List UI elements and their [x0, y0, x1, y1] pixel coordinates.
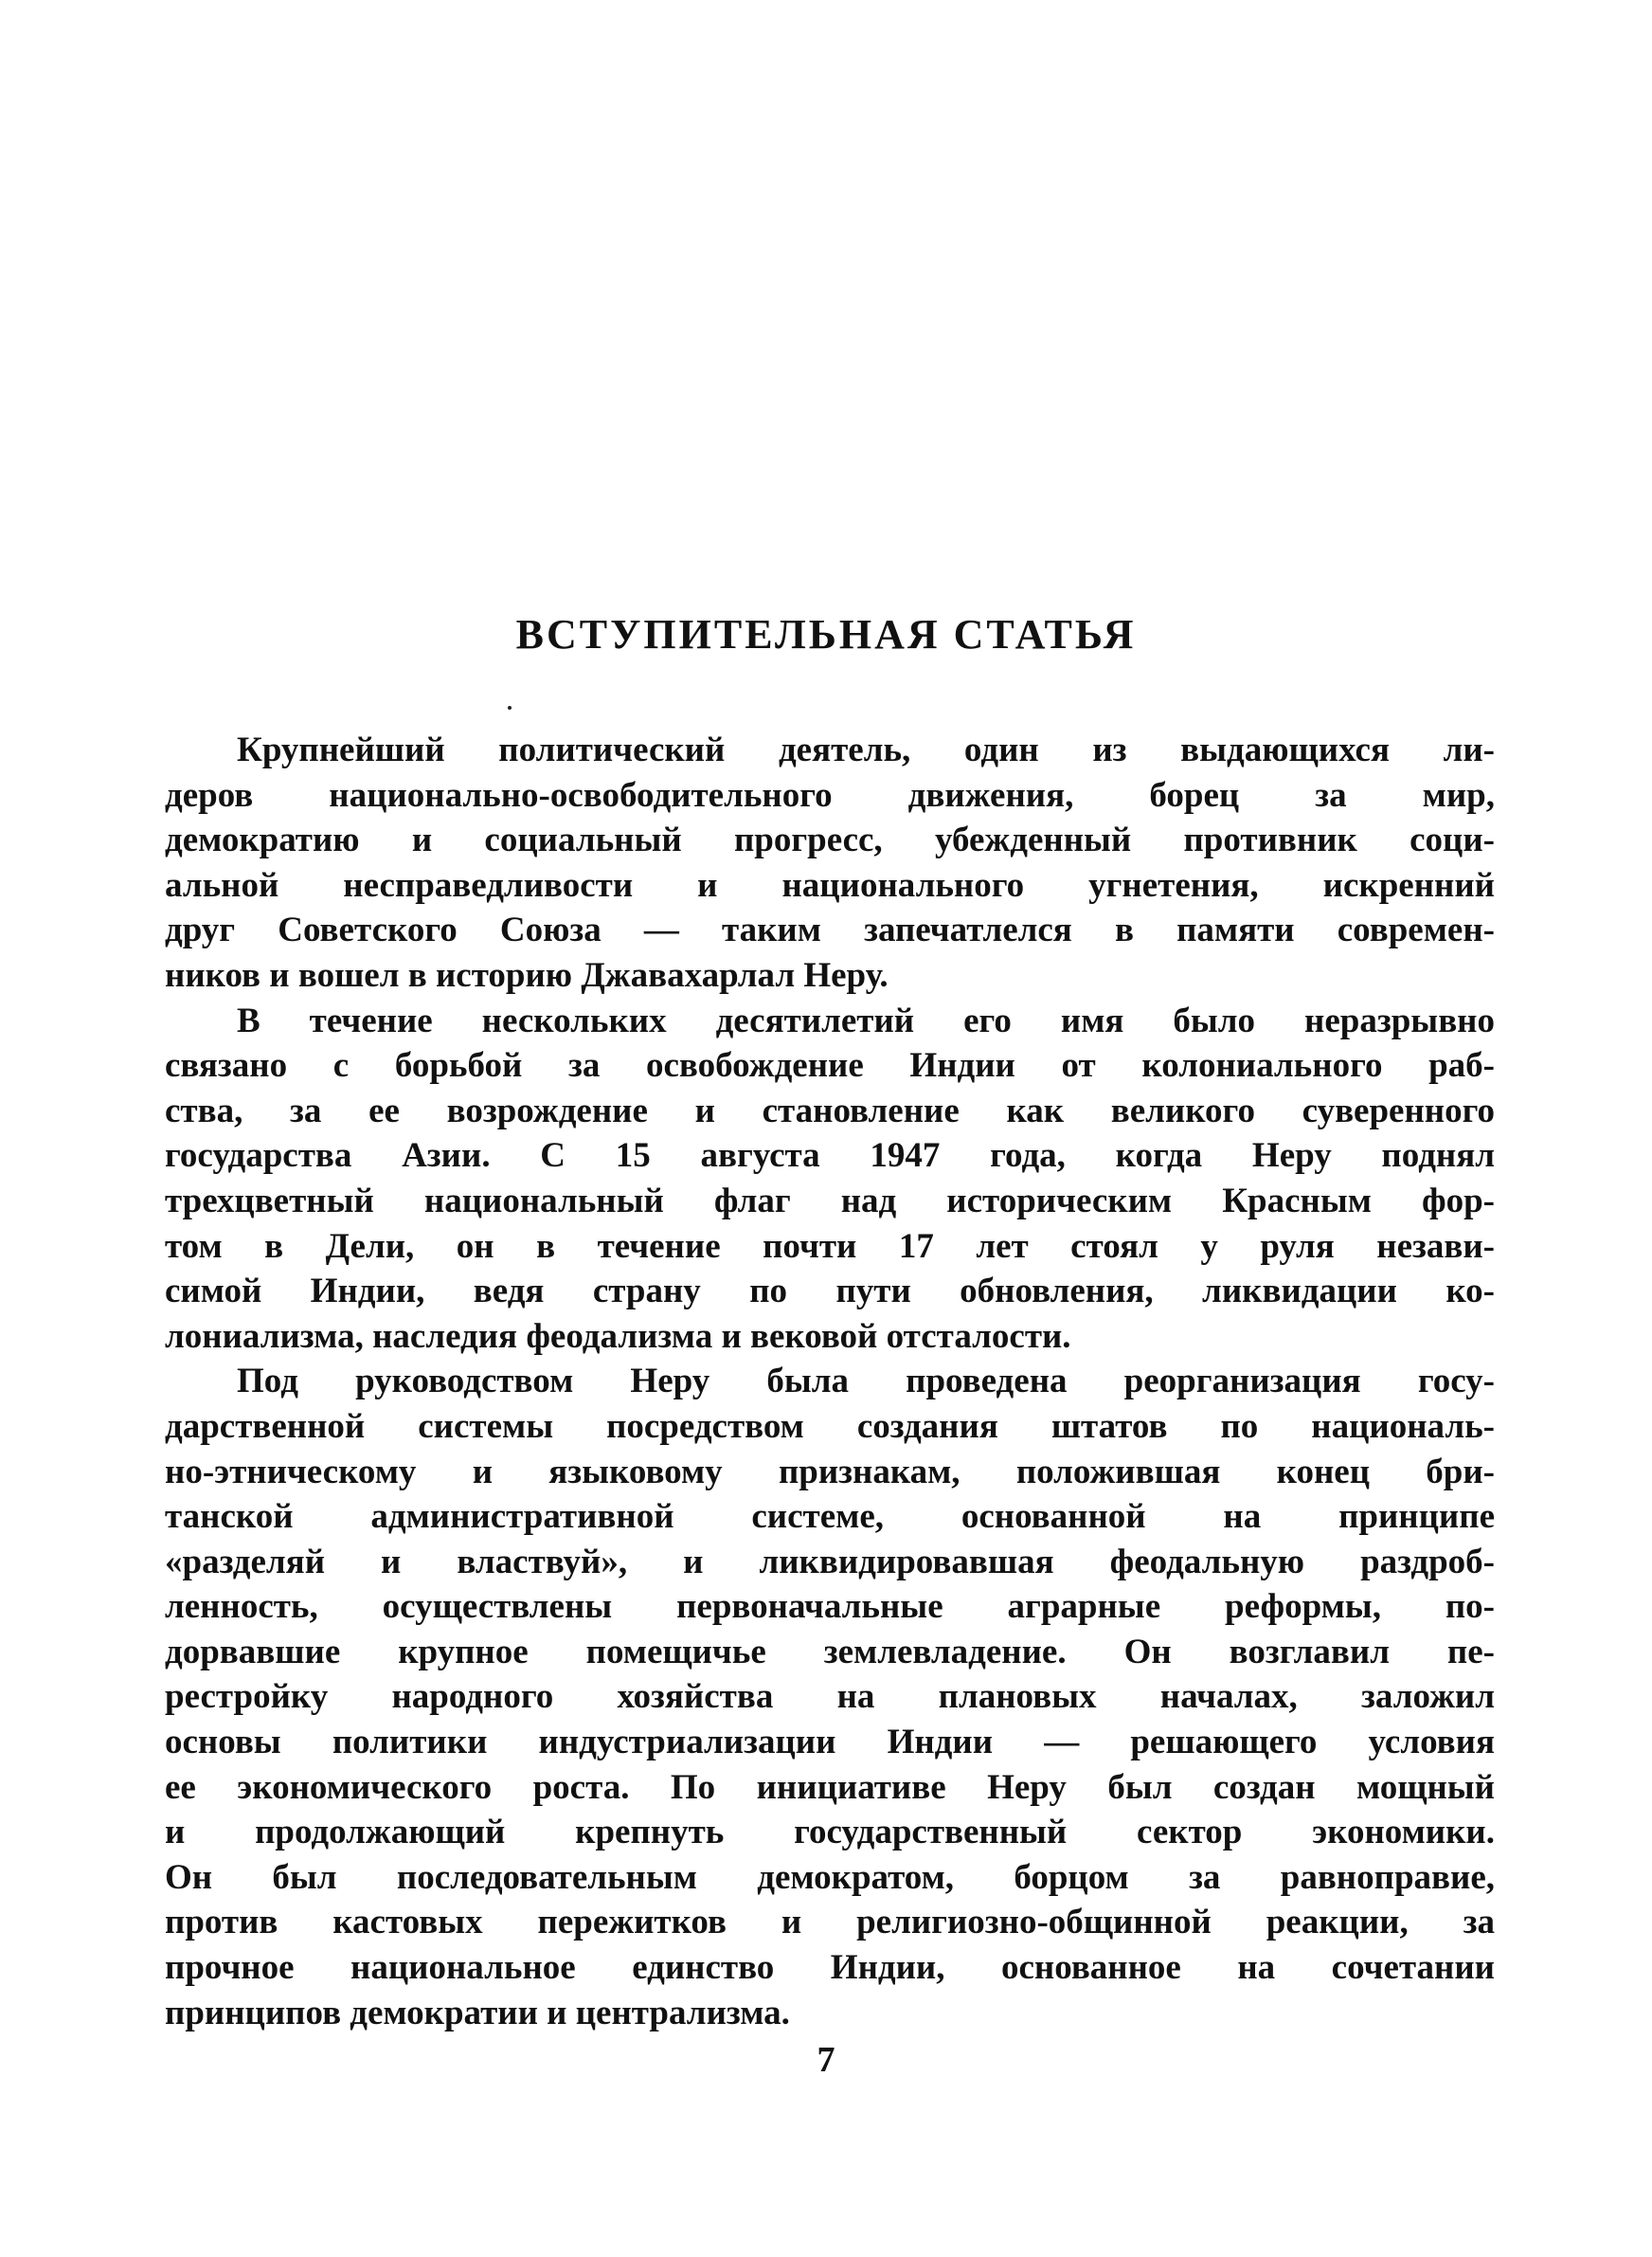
text-line: государства Азии. С 15 августа 1947 года, когда Неру поднял: [165, 1136, 1495, 1176]
text-line: ее экономического роста. По инициативе Неру был создан мощный: [165, 1767, 1495, 1807]
text-line: Крупнейший политический деятель, один из выдающихся ли-: [237, 731, 1495, 769]
body-text: [165, 728, 1495, 2035]
text-line: ников и вошел в историю Джавахарлал Неру.: [165, 955, 889, 995]
text-line: Он был последовательным демократом, борцом за равноправие,: [165, 1857, 1495, 1897]
text-line: В течение нескольких десятилетий его имя было неразрывно: [237, 1001, 1495, 1040]
text-line: против кастовых пережитков и религиозно-общинной реакции, за: [165, 1903, 1495, 1942]
text-line: танской административной системе, основанной на принципе: [165, 1497, 1495, 1537]
page-number: 7: [817, 2040, 835, 2080]
text-line: дарственной системы посредством создания штатов по националь-: [165, 1406, 1495, 1446]
text-line: трехцветный национальный флаг над историческим Красным фор-: [165, 1181, 1495, 1220]
text-line: и продолжающий крепнуть государственный сектор экономики.: [165, 1813, 1495, 1852]
text-line: «разделяй и властвуй», и ликвидировавшая феодальную раздроб-: [165, 1542, 1495, 1581]
text-line: друг Советского Союза — таким запечатлелся в памяти современ-: [165, 911, 1495, 950]
text-line: рестройку народного хозяйства на плановых началах, заложил: [165, 1677, 1495, 1717]
text-line: ства, за ее возрождение и становление как великого суверенного: [165, 1091, 1495, 1130]
text-line: принципов демократии и централизма.: [165, 1993, 790, 2032]
text-line: ленность, осуществлены первоначальные аграрные реформы, по-: [165, 1587, 1495, 1627]
text-line: альной несправедливости и национального угнетения, искренний: [165, 865, 1495, 905]
print-speck: [508, 706, 512, 710]
text-line: лониализма, наследия феодализма и вековой отсталости.: [165, 1316, 1071, 1356]
text-line: прочное национальное единство Индии, основанное на сочетании: [165, 1948, 1495, 1988]
text-line: симой Индии, ведя страну по пути обновления, ликвидации ко-: [165, 1272, 1495, 1311]
text-line: Под руководством Неру была проведена реорганизация госу-: [237, 1362, 1495, 1401]
text-line: но-этническому и языковому признакам, положившая конец бри-: [165, 1452, 1495, 1491]
text-line: основы политики индустриализации Индии — решающего условия: [165, 1723, 1495, 1762]
text-line: демократию и социальный прогресс, убежденный противник соци-: [165, 821, 1495, 860]
text-line: том в Дели, он в течение почти 17 лет стоял у руля незави-: [165, 1226, 1495, 1266]
text-line: дорвавшие крупное помещичье землевладение. Он возглавил пе-: [165, 1632, 1495, 1671]
text-line: связано с борьбой за освобождение Индии от колониального раб-: [165, 1046, 1495, 1086]
chapter-title: ВСТУПИТЕЛЬНАЯ СТАТЬЯ: [515, 611, 1137, 658]
text-line: деров национально-освободительного движения, борец за мир,: [165, 775, 1495, 815]
